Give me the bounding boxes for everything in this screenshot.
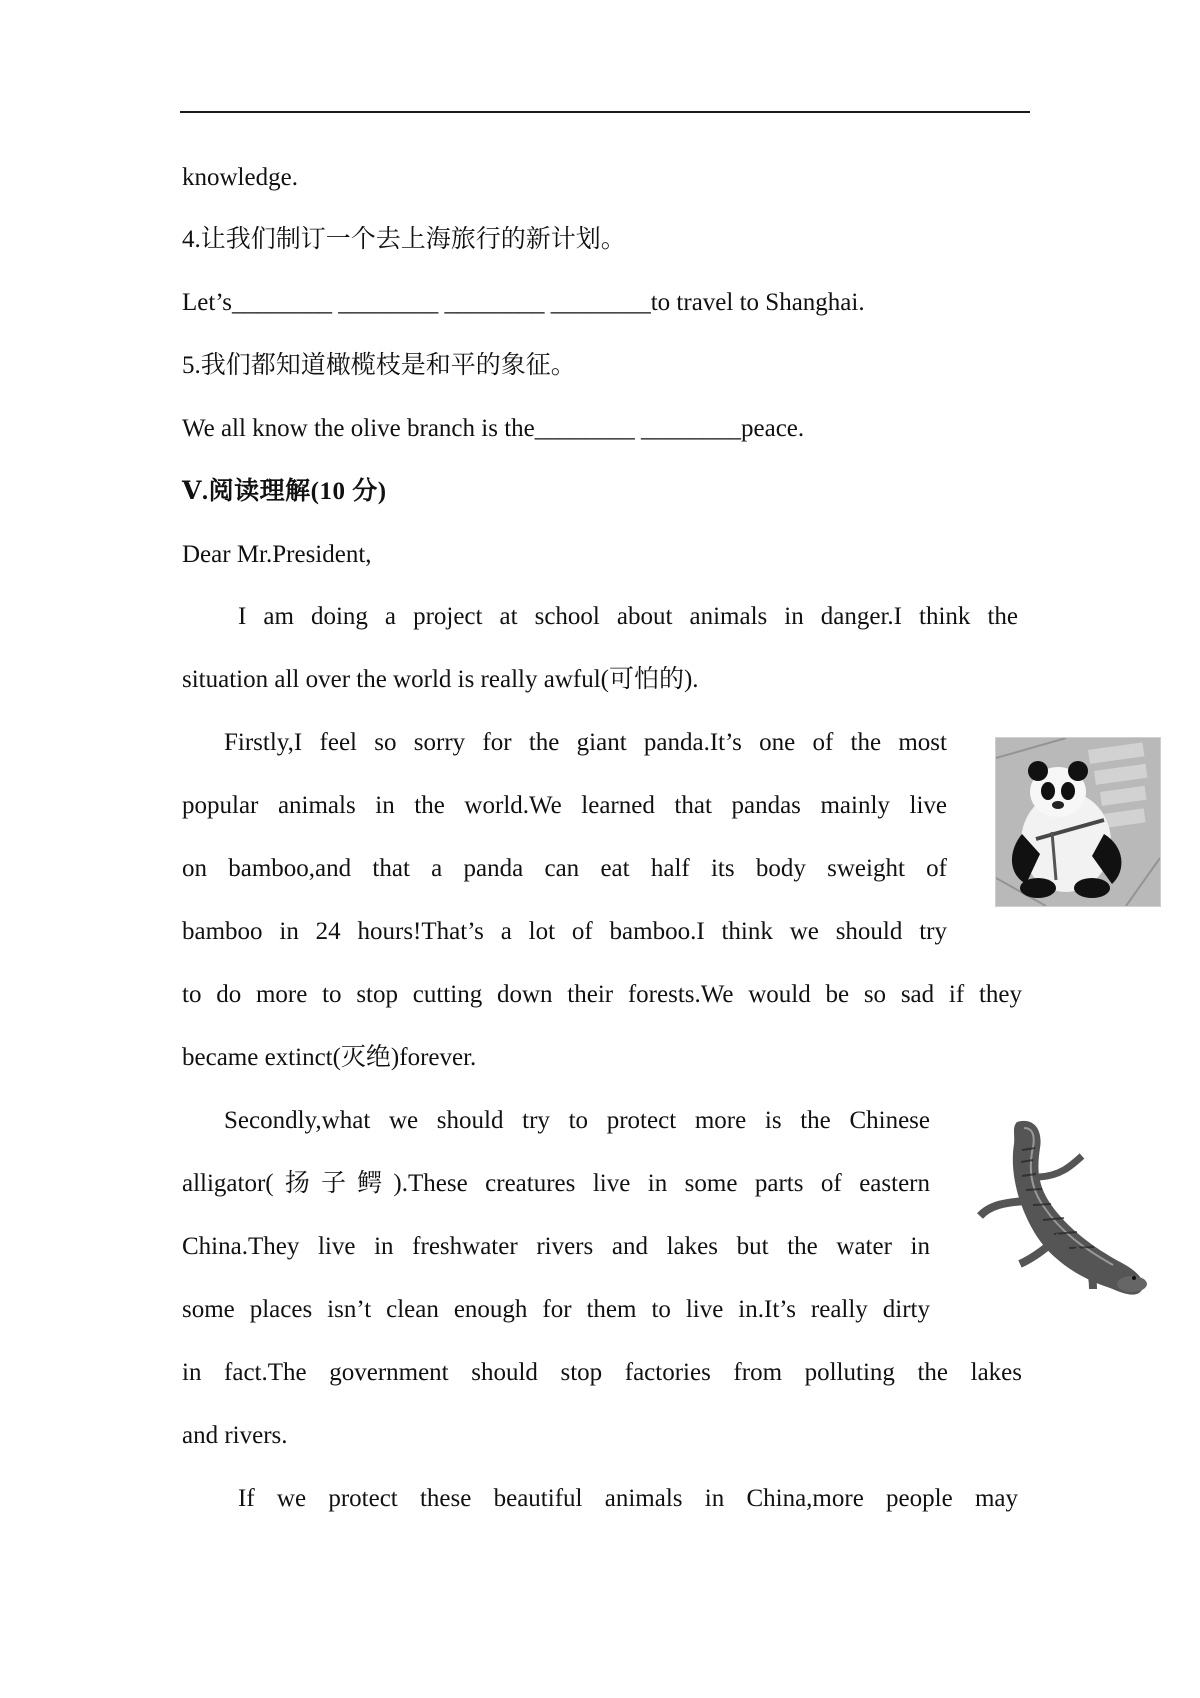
paragraph-2-line-1: Firstly,I feel so sorry for the giant panda.It’s one of the most bbox=[224, 729, 947, 756]
top-divider-line bbox=[180, 111, 1030, 113]
panda-image bbox=[995, 737, 1161, 907]
alligator-illustration bbox=[972, 1110, 1152, 1302]
paragraph-2-line-4: bamboo in 24 hours!That’s a lot of bamboo.I think we should try bbox=[182, 918, 947, 945]
paragraph-3-line-3: China.They live in freshwater rivers and lakes but the water in bbox=[182, 1233, 930, 1260]
paragraph-2-line-3: on bamboo,and that a panda can eat half its body sweight of bbox=[182, 855, 947, 882]
panda-illustration bbox=[996, 738, 1160, 906]
translation-question-5: 5.我们都知道橄榄枝是和平的象征。 bbox=[182, 352, 576, 379]
paragraph-3-line-1: Secondly,what we should try to protect more is the Chinese bbox=[224, 1107, 930, 1134]
alligator-image bbox=[972, 1110, 1152, 1302]
answer-line-4: Let’s________ ________ ________ ________to travel to Shanghai. bbox=[182, 289, 865, 316]
paragraph-1-line-2: situation all over the world is really awful(可怕的). bbox=[182, 666, 699, 693]
paragraph-3-line-4: some places isn’t clean enough for them to live in.It’s really dirty bbox=[182, 1296, 930, 1323]
letter-salutation: Dear Mr.President, bbox=[182, 541, 372, 568]
text-line-knowledge: knowledge. bbox=[182, 164, 298, 191]
paragraph-3-line-6: and rivers. bbox=[182, 1422, 288, 1449]
answer-line-5: We all know the olive branch is the________ ________peace. bbox=[182, 415, 805, 442]
paragraph-2-line-6: became extinct(灭绝)forever. bbox=[182, 1044, 477, 1071]
paragraph-3-line-2: alligator(扬子鳄).These creatures live in some parts of eastern bbox=[182, 1170, 930, 1197]
paragraph-1-line-1: I am doing a project at school about animals in danger.I think the bbox=[238, 603, 1018, 630]
paragraph-3-line-5: in fact.The government should stop factories from polluting the lakes bbox=[182, 1359, 1022, 1386]
reading-section-heading: Ⅴ.阅读理解(10 分) bbox=[182, 478, 387, 505]
paragraph-2-line-5: to do more to stop cutting down their forests.We would be so sad if they bbox=[182, 981, 1022, 1008]
translation-question-4: 4.让我们制订一个去上海旅行的新计划。 bbox=[182, 226, 626, 253]
paragraph-2-line-2: popular animals in the world.We learned that pandas mainly live bbox=[182, 792, 947, 819]
paragraph-4-line-1: If we protect these beautiful animals in China,more people may bbox=[238, 1485, 1018, 1512]
